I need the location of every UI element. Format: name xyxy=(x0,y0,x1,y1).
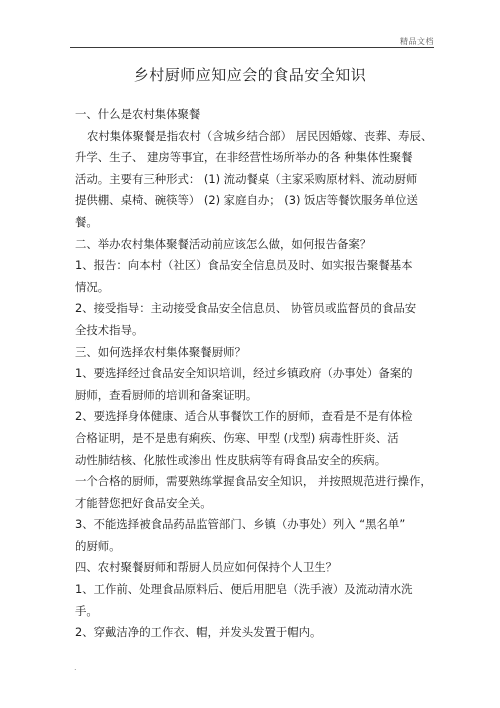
paragraph-line: 全技术指导。 xyxy=(75,322,144,337)
paragraph-line: 餐。 xyxy=(75,214,98,229)
paragraph-line: 2、接受指导：主动接受食品安全信息员、 协管员或监督员的食品安 xyxy=(75,301,417,316)
paragraph-line: 3、不能选择被食品药品监管部门、乡镇（办事处）列入 “黑名单” xyxy=(75,517,406,532)
paragraph-line: 提供棚、桌椅、碗筷等） (2) 家庭自办； (3) 饭店等餐饮服务单位送 xyxy=(75,193,418,208)
paragraph-line: 升学、生子、 建房等事宜，在非经营性场所举办的各 种集体性聚餐 xyxy=(75,150,413,165)
document-title: 乡村厨师应知应会的食品安全知识 xyxy=(133,66,367,84)
paragraph-line: 才能替您把好食品安全关。 xyxy=(75,495,212,510)
paragraph-line: 1、工作前、处理食品原料后、便后用肥皂（洗手液）及流动清水洗 xyxy=(75,582,413,597)
paragraph-line: 情况。 xyxy=(75,279,110,294)
paragraph-line: 活动。主要有三种形式： (1) 流动餐桌（主家采购原材料、流动厨师 xyxy=(75,171,418,186)
section-heading: 二、举办农村集体聚餐活动前应该怎么做，如何报告备案？ xyxy=(75,236,372,251)
paragraph-line: 动性肺结核、化脓性或渗出 性皮肤病等有碍食品安全的疾病。 xyxy=(75,452,387,467)
footer-mark: . xyxy=(74,663,77,672)
section-heading: 四、农村聚餐厨师和帮厨人员应如何保持个人卫生？ xyxy=(75,560,337,575)
paragraph-line: 的厨师。 xyxy=(75,538,121,553)
paragraph-line: 1、报告：向本村（社区）食品安全信息员及时、如实报告聚餐基本 xyxy=(75,258,413,273)
paragraph-line: 厨师，查看厨师的培训和备案证明。 xyxy=(75,387,258,402)
paragraph-line: 2、要选择身体健康、适合从事餐饮工作的厨师，查看是不是有体检 xyxy=(75,409,413,424)
paragraph-line: 1、要选择经过食品安全知识培训，经过乡镇政府（办事处）备案的 xyxy=(75,366,413,381)
paragraph-line: 农村集体聚餐是指农村（含城乡结合部） 居民因婚嫁、丧葬、寿辰、 xyxy=(87,128,433,143)
paragraph-line: 一个合格的厨师，需要熟练掌握食品安全知识， 并按照规范进行操作， xyxy=(75,474,432,489)
paragraph-line: 2、穿戴洁净的工作衣、帽，并发头发置于帽内。 xyxy=(75,625,322,640)
paragraph-line: 手。 xyxy=(75,603,98,618)
paragraph-line: 合格证明，是不是患有痢疾、伤寒、甲型 (戊型) 病毒性肝炎、活 xyxy=(75,430,399,445)
header-tag: 精品文档 xyxy=(400,37,434,46)
header-divider xyxy=(70,47,434,48)
document-body xyxy=(75,104,433,644)
section-heading: 三、如何选择农村集体聚餐厨师？ xyxy=(75,344,246,359)
section-heading: 一、什么是农村集体聚餐 xyxy=(75,107,201,121)
